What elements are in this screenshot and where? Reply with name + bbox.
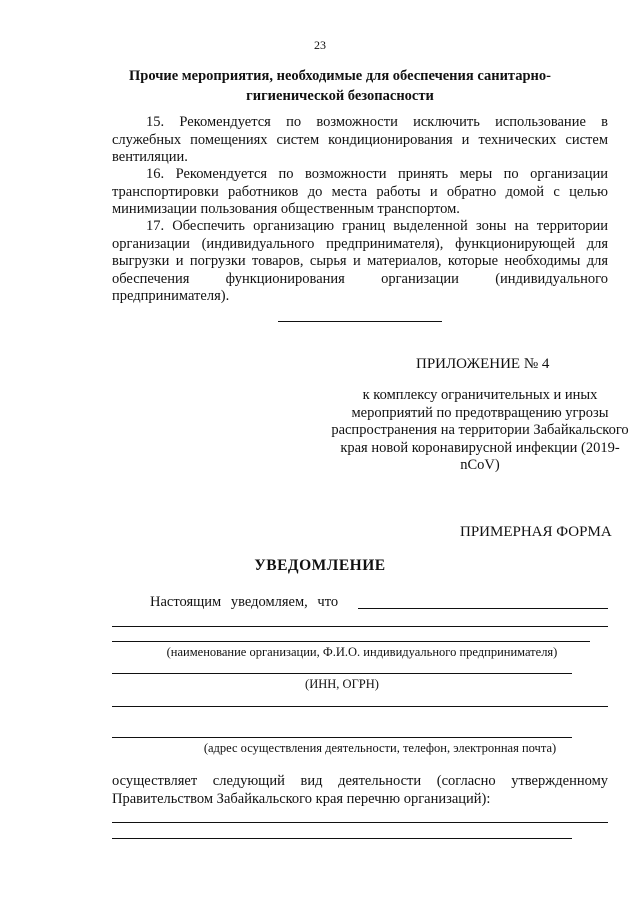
org-name-field-line-2[interactable] (112, 626, 608, 627)
paragraph-17: 17. Обеспечить организацию границ выделенной зоны на территории организации (индивидуального предпринимателя), функционирующей для выгрузки и погрузки товаров, сырья и материалов, которые необходимы для обеспечения функционирования организации (индивидуального предпринимателя). (112, 218, 608, 304)
org-name-field-line-1[interactable] (358, 608, 608, 609)
page-number: 23 (314, 38, 326, 52)
appendix-title: ПРИЛОЖЕНИЕ № 4 (416, 356, 550, 372)
activity-field-line-1[interactable] (112, 822, 608, 823)
address-field-line-1[interactable] (112, 706, 608, 707)
org-name-field-line-3[interactable] (112, 641, 590, 642)
caption-address: (адрес осуществления деятельности, телефон, электронная почта) (203, 741, 557, 755)
address-field-line-2[interactable] (112, 737, 572, 738)
section-divider (278, 321, 442, 322)
caption-inn: (ИНН, ОГРН) (305, 677, 379, 691)
notice-intro: Настоящим уведомляем, что (150, 594, 339, 610)
inn-ogrn-field-line[interactable] (112, 673, 572, 674)
caption-organization: (наименование организации, Ф.И.О. индивидуального предпринимателя) (166, 645, 558, 659)
activity-text: осуществляет следующий вид деятельности (согласно утвержденному Правительством Забайкальского края перечню организаций): (112, 773, 608, 807)
appendix-description: к комплексу ограничительных и иных мероприятий по предотвращению угрозы распространения на территории Забайкальского края новой коронавирусной инфекции (2019-nCoV) (331, 387, 629, 473)
paragraph-15: 15. Рекомендуется по возможности исключить использование в служебных помещениях систем кондиционирования и технических систем вентиляции. (112, 114, 608, 165)
form-type-label: ПРИМЕРНАЯ ФОРМА (460, 524, 612, 540)
section-heading: Прочие мероприятия, необходимые для обеспечения санитарно-гигиенической безопасности (129, 68, 551, 104)
activity-field-line-2[interactable] (112, 838, 572, 839)
notice-title: УВЕДОМЛЕНИЕ (254, 557, 386, 574)
paragraph-16: 16. Рекомендуется по возможности принять меры по организации транспортировки работников до места работы и обратно домой с целью минимизации пользования общественным транспортом. (112, 166, 608, 217)
